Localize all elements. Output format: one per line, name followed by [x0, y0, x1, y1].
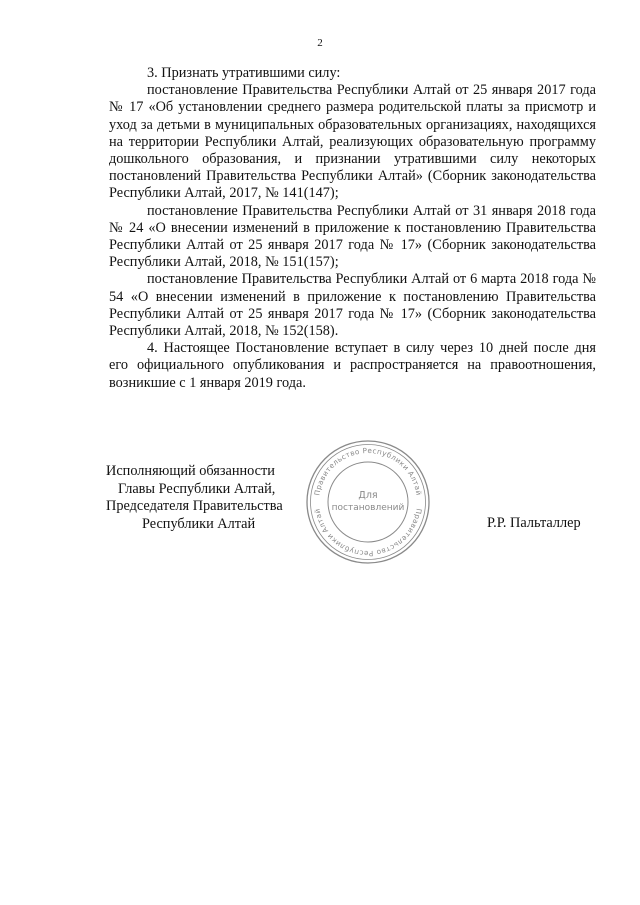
signatory-position-line: Исполняющий обязанности [106, 463, 275, 479]
seal-inner-text-top: Для [358, 490, 378, 501]
paragraph-item-3: 3. Признать утратившими силу: [147, 65, 341, 81]
paragraph-item-4: 4. Настоящее Постановление вступает в силу через 10 дней после дня его официального опубликования и распространяется на правоотношения, возникшие с 1 января 2019 года. [109, 340, 596, 391]
signatory-position-line: Председателя Правительства [106, 498, 283, 514]
seal-outer-text-repeat: Правительство Республики Алтай [312, 507, 424, 559]
signatory-name: Р.Р. Пальталлер [487, 515, 581, 531]
page-number: 2 [317, 37, 323, 49]
paragraph-repealed-act-2: постановление Правительства Республики Алтай от 31 января 2018 года № 24 «О внесении изменений в приложение к постановлению Правительства Республики Алтай от 25 января 2017 года № 17» (Сборник законодательства Республики Алтай, 2018, № 151(157); [109, 202, 596, 271]
document-body [109, 65, 596, 392]
official-seal-stamp [304, 438, 432, 566]
signatory-position [104, 463, 304, 533]
signatory-position-line: Республики Алтай [142, 515, 256, 532]
seal-inner-ring [328, 462, 408, 542]
paragraph-repealed-act-1: постановление Правительства Республики Алтай от 25 января 2017 года № 17 «Об установлении среднего размера родительской платы за присмотр и уход за детьми в муниципальных образовательных организациях, находящихся на территории Республики Алтай, реализующих образовательную программу дошкольного образования, и признании утратившими силу некоторых постановлений Правительства Республики Алтай» (Сборник законодательства Республики Алтай, 2017, № 141(147); [109, 82, 596, 202]
paragraph-repealed-act-3: постановление Правительства Республики Алтай от 6 марта 2018 года № 54 «О внесении изменений в приложение к постановлению Правительства Республики Алтай от 25 января 2017 года № 17» (Сборник законодательства Республики Алтай, 2018, № 152(158). [109, 271, 596, 340]
seal-outer-text: Правительство Республики Алтай [312, 445, 424, 497]
seal-inner-text-bottom: постановлений [331, 503, 405, 513]
seal-graphic [304, 438, 432, 566]
signatory-position-line: Главы Республики Алтай, [118, 480, 276, 497]
seal-outer-ring [307, 441, 429, 563]
